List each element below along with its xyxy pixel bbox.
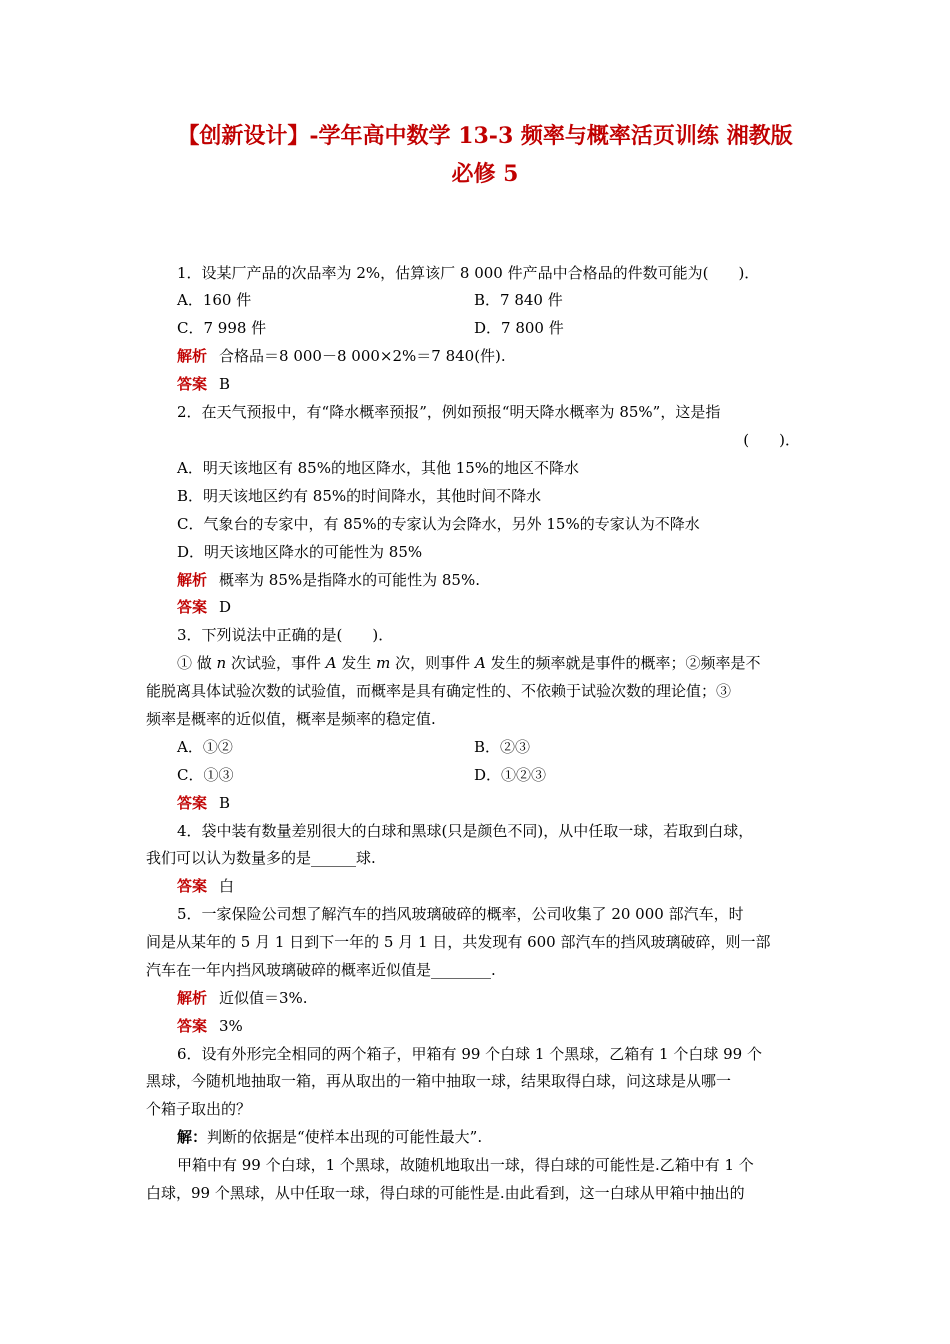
q4-stem-line2: 我们可以认为数量多的是______球. [146, 849, 376, 867]
q4-stem-line1: 4．袋中装有数量差别很大的白球和黑球(只是颜色不同)，从中任取一球，若取到白球， [177, 822, 754, 840]
q3-option-a: A．①② [177, 738, 233, 756]
q5-answer-text: 3% [219, 1017, 243, 1035]
q6-solution-text: 判断的依据是“使样本出现的可能性最大”. [207, 1128, 483, 1146]
q3-option-c: C．①③ [177, 766, 234, 784]
q1-option-b: B．7 840 件 [474, 291, 563, 309]
q2-stem: 2．在天气预报中，有“降水概率预报”，例如预报“明天降水概率为 85%”，这是指 [177, 403, 721, 421]
q3-statement-line1: ① 做 n 次试验，事件 A 发生 m 次，则事件 A 发生的频率就是事件的概率；②频率是不 [177, 654, 761, 672]
q2-answer [177, 597, 231, 617]
answer-label: 答案 [177, 375, 208, 393]
q1-option-a: A．160 件 [177, 291, 252, 309]
q6-stem-line1: 6．设有外形完全相同的两个箱子，甲箱有 99 个白球 1 个黑球，乙箱有 1 个白球 99 个 [177, 1045, 762, 1063]
q5-stem-line1: 5．一家保险公司想了解汽车的挡风玻璃破碎的概率，公司收集了 20 000 部汽车，时 [177, 905, 744, 923]
q3-option-d: D．①②③ [474, 766, 547, 784]
q2-option-c: C．气象台的专家中，有 85%的专家认为会降水，另外 15%的专家认为不降水 [177, 515, 700, 533]
q3-answer-text: B [219, 794, 231, 812]
q2-answer-text: D [219, 598, 232, 616]
analysis-label: 解析 [177, 347, 208, 365]
q3-statement-line3: 频率是概率的近似值，概率是频率的稳定值. [146, 710, 436, 728]
q6-stem-line3: 个箱子取出的？ [146, 1100, 252, 1118]
q3-option-b: B．②③ [474, 738, 531, 756]
q6-solution-line3: 白球，99 个黑球，从中任取一球，得白球的可能性是.由此看到，这一白球从甲箱中抽出的 [146, 1184, 745, 1202]
q2-paren: ( )． [743, 431, 800, 449]
q4-answer [177, 876, 234, 896]
q6-solution-line2: 甲箱中有 99 个白球，1 个黑球，故随机地取出一球，得白球的可能性是.乙箱中有 1 个 [177, 1156, 754, 1174]
q5-analysis [177, 988, 308, 1008]
q5-answer [177, 1016, 243, 1036]
q2-analysis [177, 570, 480, 590]
q6-stem-line2: 黑球，今随机地抽取一箱，再从取出的一箱中抽取一球，结果取得白球，问这球是从哪一 [146, 1072, 732, 1090]
q1-answer-text: B [219, 375, 231, 393]
document-title-line1: 【创新设计】-学年高中数学 13-3 频率与概率活页训练 湘教版 [177, 123, 793, 149]
analysis-label: 解析 [177, 571, 208, 589]
answer-label: 答案 [177, 877, 208, 895]
solution-label: 解： [177, 1128, 208, 1146]
q1-answer [177, 374, 230, 394]
q3-statement-line2: 能脱离具体试验次数的试验值，而概率是具有确定性的、不依赖于试验次数的理论值；③ [146, 682, 732, 700]
q2-analysis-text: 概率为 85%是指降水的可能性为 85%. [219, 571, 481, 589]
q5-stem-line3: 汽车在一年内挡风玻璃破碎的概率近似值是________. [146, 961, 496, 979]
answer-label: 答案 [177, 1017, 208, 1035]
q6-solution-line1 [177, 1127, 482, 1147]
q4-answer-text: 白 [219, 877, 235, 895]
q1-option-c: C．7 998 件 [177, 319, 267, 337]
q1-option-d: D．7 800 件 [474, 319, 564, 337]
q1-analysis [177, 346, 506, 366]
q2-option-a: A．明天该地区有 85%的地区降水，其他 15%的地区不降水 [177, 459, 580, 477]
q3-answer [177, 793, 230, 813]
answer-label: 答案 [177, 598, 208, 616]
analysis-label: 解析 [177, 989, 208, 1007]
q1-stem: 1．设某厂产品的次品率为 2%，估算该厂 8 000 件产品中合格品的件数可能为( )． [177, 264, 760, 282]
q5-analysis-text: 近似值＝3%. [219, 989, 308, 1007]
document-title-line2: 必修 5 [451, 161, 519, 187]
q1-analysis-text: 合格品＝8 000－8 000×2%＝7 840(件). [219, 347, 506, 365]
q2-option-d: D．明天该地区降水的可能性为 85% [177, 543, 423, 561]
answer-label: 答案 [177, 794, 208, 812]
q3-stem: 3．下列说法中正确的是( )． [177, 626, 394, 644]
q2-option-b: B．明天该地区约有 85%的时间降水，其他时间不降水 [177, 487, 542, 505]
q5-stem-line2: 间是从某年的 5 月 1 日到下一年的 5 月 1 日，共发现有 600 部汽车的挡风玻璃破碎，则一部 [146, 933, 771, 951]
